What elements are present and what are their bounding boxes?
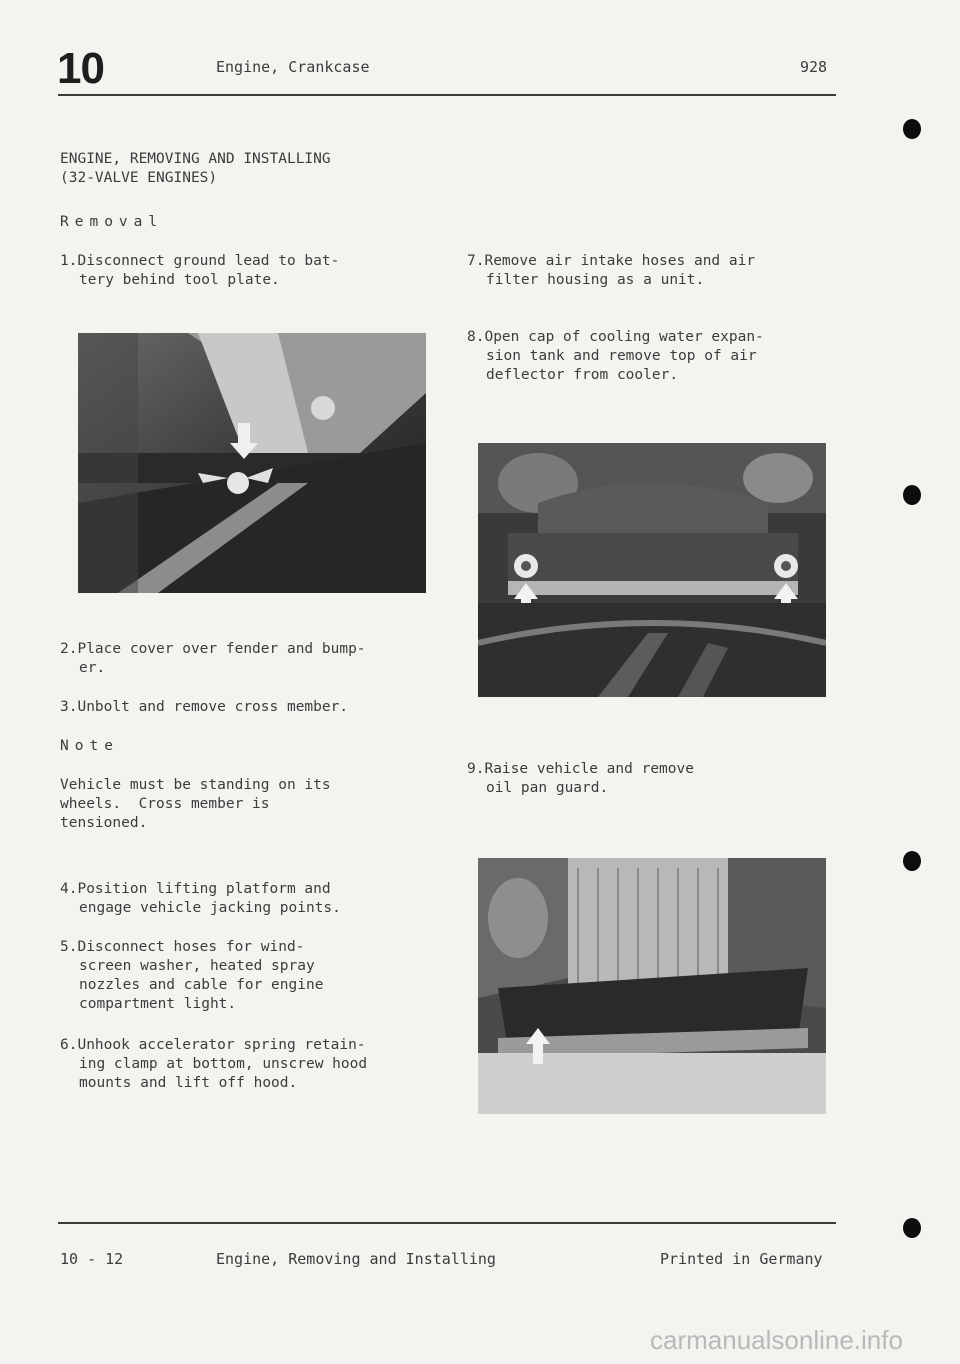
footer-rule (58, 1222, 836, 1224)
step-line: mounts and lift off hood. (79, 1075, 298, 1091)
step-line: oil pan guard. (486, 780, 609, 796)
binder-dot (903, 851, 921, 871)
step-line: 6.Unhook accelerator spring retain- (60, 1037, 366, 1053)
binder-dot (903, 119, 921, 139)
step-line: ing clamp at bottom, unscrew hood (79, 1056, 368, 1072)
step-line: 2.Place cover over fender and bump- (60, 641, 366, 657)
step-line: 7.Remove air intake hoses and air (467, 253, 756, 269)
step-line: 1.Disconnect ground lead to bat- (60, 253, 340, 269)
printed-in: Printed in Germany (660, 1250, 823, 1268)
section-title: Engine, Crankcase (216, 58, 370, 76)
step-line: 3.Unbolt and remove cross member. (60, 699, 349, 715)
step-line: compartment light. (79, 996, 237, 1012)
step-3 (60, 698, 420, 717)
document-title-line: ENGINE, REMOVING AND INSTALLING (60, 151, 331, 167)
model-number: 928 (800, 58, 828, 76)
step-line: 8.Open cap of cooling water expan- (467, 329, 764, 345)
step-line: 5.Disconnect hoses for wind- (60, 939, 305, 955)
photo-air-deflector (478, 443, 826, 697)
step-line: er. (79, 660, 106, 676)
step-line: sion tank and remove top of air (486, 348, 757, 364)
step-5 (60, 938, 420, 1014)
binder-dot (903, 1218, 921, 1238)
step-line: screen washer, heated spray (79, 958, 315, 974)
step-6 (60, 1036, 420, 1093)
step-line: nozzles and cable for engine (79, 977, 324, 993)
note-line: tensioned. (60, 815, 148, 831)
step-line: 9.Raise vehicle and remove (467, 761, 694, 777)
note-heading: Note (60, 738, 119, 754)
step-7 (467, 252, 827, 290)
step-2 (60, 640, 420, 678)
step-4 (60, 880, 420, 918)
step-9 (467, 760, 827, 798)
binder-dot (903, 485, 921, 505)
header-rule (58, 94, 836, 96)
section-number: 10 (57, 44, 104, 93)
watermark: carmanualsonline.info (650, 1325, 903, 1355)
document-title (60, 150, 331, 188)
step-1 (60, 252, 420, 290)
step-line: engage vehicle jacking points. (79, 900, 341, 916)
step-8 (467, 328, 827, 385)
document-title-line: (32-VALVE ENGINES) (60, 170, 218, 186)
step-line: tery behind tool plate. (79, 272, 280, 288)
step-line: 4.Position lifting platform and (60, 881, 331, 897)
step-line: deflector from cooler. (486, 367, 679, 383)
footer-title: Engine, Removing and Installing (216, 1250, 496, 1268)
note-text (60, 776, 420, 833)
photo-battery-ground-lead (78, 333, 426, 593)
photo-oil-pan-guard (478, 858, 826, 1114)
note-line: Vehicle must be standing on its (60, 777, 331, 793)
page-number: 10 - 12 (60, 1250, 124, 1268)
note-line: wheels. Cross member is (60, 796, 270, 812)
step-line: filter housing as a unit. (486, 272, 705, 288)
removal-heading: Removal (60, 214, 164, 230)
